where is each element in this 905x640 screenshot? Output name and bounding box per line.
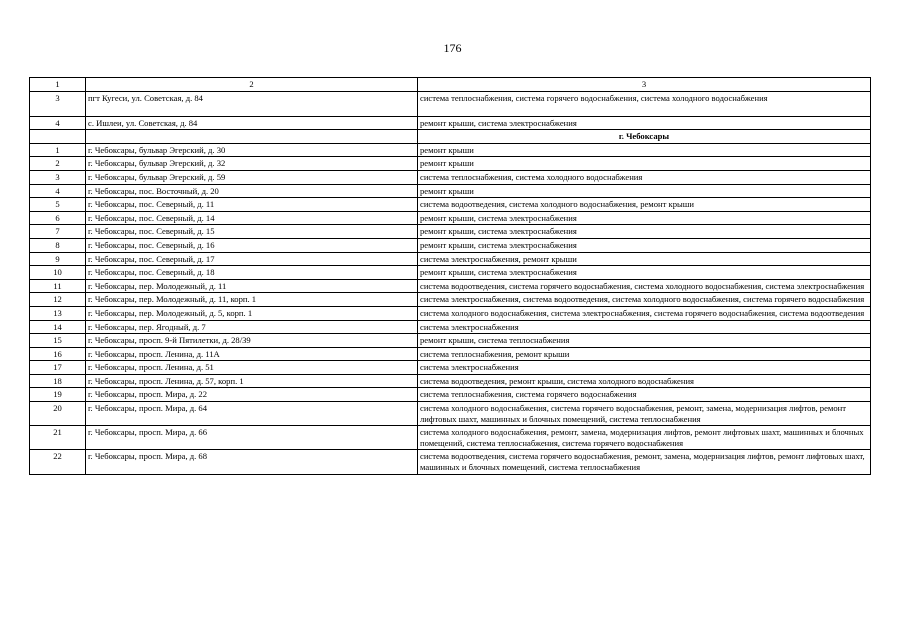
row-address: г. Чебоксары, просп. Мира, д. 66 xyxy=(86,426,418,450)
row-address: г. Чебоксары, просп. Ленина, д. 57, корп. 1 xyxy=(86,374,418,388)
header-row xyxy=(30,78,871,92)
row-address: с. Ишлеи, ул. Советская, д. 84 xyxy=(86,116,418,130)
row-works: ремонт крыши xyxy=(418,184,871,198)
header-col-2: 2 xyxy=(86,78,418,92)
row-number: 14 xyxy=(30,320,86,334)
row-works: система холодного водоснабжения, система горячего водоснабжения, ремонт, замена, модернизация лифтов, ремонт лифтовых шахт, машинных и блочных помещений, система теплоснабжения xyxy=(418,402,871,426)
table-row xyxy=(30,184,871,198)
row-number: 3 xyxy=(30,91,86,116)
header-col-3: 3 xyxy=(418,78,871,92)
table-row xyxy=(30,306,871,320)
table-row xyxy=(30,266,871,280)
row-address: г. Чебоксары, пос. Северный, д. 16 xyxy=(86,238,418,252)
row-number: 6 xyxy=(30,211,86,225)
row-number: 11 xyxy=(30,279,86,293)
page-number: 176 xyxy=(443,41,462,55)
table-row xyxy=(30,198,871,212)
row-number: 19 xyxy=(30,388,86,402)
table-row xyxy=(30,211,871,225)
row-address: г. Чебоксары, пос. Восточный, д. 20 xyxy=(86,184,418,198)
row-number: 3 xyxy=(30,170,86,184)
row-works: система теплоснабжения, система холодного водоснабжения xyxy=(418,170,871,184)
row-works: система электроснабжения xyxy=(418,361,871,375)
section-empty-cell xyxy=(30,130,86,144)
row-address: г. Чебоксары, пос. Северный, д. 18 xyxy=(86,266,418,280)
row-works: ремонт крыши, система электроснабжения xyxy=(418,211,871,225)
table-row xyxy=(30,361,871,375)
table-row xyxy=(30,450,871,474)
table-row xyxy=(30,157,871,171)
row-works: ремонт крыши, система электроснабжения xyxy=(418,238,871,252)
row-works: ремонт крыши, система электроснабжения xyxy=(418,266,871,280)
row-number: 1 xyxy=(30,143,86,157)
row-number: 4 xyxy=(30,184,86,198)
row-address: г. Чебоксары, бульвар Эгерский, д. 32 xyxy=(86,157,418,171)
table-row xyxy=(30,279,871,293)
row-works: система теплоснабжения, система горячего водоснабжения, система холодного водоснабжения xyxy=(418,91,871,116)
row-number: 17 xyxy=(30,361,86,375)
row-address: г. Чебоксары, просп. Мира, д. 68 xyxy=(86,450,418,474)
row-works: система электроснабжения, система водоотведения, система холодного водоснабжения, система горячего водоснабжения xyxy=(418,293,871,307)
row-works: ремонт крыши, система электроснабжения xyxy=(418,225,871,239)
row-address: г. Чебоксары, просп. Мира, д. 22 xyxy=(86,388,418,402)
row-number: 12 xyxy=(30,293,86,307)
row-number: 8 xyxy=(30,238,86,252)
row-works: система водоотведения, система холодного водоснабжения, ремонт крыши xyxy=(418,198,871,212)
row-works: система холодного водоснабжения, система электроснабжения, система горячего водоснабжения, система водоотведения xyxy=(418,306,871,320)
table-header xyxy=(30,78,871,92)
table-row xyxy=(30,116,871,130)
row-number: 22 xyxy=(30,450,86,474)
row-works: система электроснабжения xyxy=(418,320,871,334)
table-row xyxy=(30,334,871,348)
table-row xyxy=(30,388,871,402)
row-address: г. Чебоксары, бульвар Эгерский, д. 59 xyxy=(86,170,418,184)
row-address: г. Чебоксары, пос. Северный, д. 17 xyxy=(86,252,418,266)
registry-table xyxy=(29,77,871,475)
table-row xyxy=(30,252,871,266)
row-works: система теплоснабжения, система горячего водоснабжения xyxy=(418,388,871,402)
section-title: г. Чебоксары xyxy=(418,130,871,144)
table-row xyxy=(30,402,871,426)
row-address: г. Чебоксары, пер. Молодежный, д. 5, корп. 1 xyxy=(86,306,418,320)
row-works: система теплоснабжения, ремонт крыши xyxy=(418,347,871,361)
row-number: 18 xyxy=(30,374,86,388)
table-row xyxy=(30,374,871,388)
row-number: 5 xyxy=(30,198,86,212)
row-works: система водоотведения, система горячего водоснабжения, ремонт, замена, модернизация лифтов, ремонт лифтовых шахт, машинных и блочных помещений, система теплоснабжения xyxy=(418,450,871,474)
section-row xyxy=(30,130,871,144)
row-address: г. Чебоксары, пос. Северный, д. 15 xyxy=(86,225,418,239)
table-row xyxy=(30,91,871,116)
table-row xyxy=(30,238,871,252)
row-address: г. Чебоксары, пер. Молодежный, д. 11, корп. 1 xyxy=(86,293,418,307)
row-address: г. Чебоксары, просп. 9-й Пятилетки, д. 28/39 xyxy=(86,334,418,348)
row-address: г. Чебоксары, просп. Ленина, д. 51 xyxy=(86,361,418,375)
section-empty-cell xyxy=(86,130,418,144)
table-row xyxy=(30,170,871,184)
table-body xyxy=(30,91,871,474)
row-works: ремонт крыши xyxy=(418,157,871,171)
table-row xyxy=(30,293,871,307)
row-number: 13 xyxy=(30,306,86,320)
row-address: г. Чебоксары, просп. Мира, д. 64 xyxy=(86,402,418,426)
row-number: 9 xyxy=(30,252,86,266)
row-works: система водоотведения, ремонт крыши, система холодного водоснабжения xyxy=(418,374,871,388)
header-col-1: 1 xyxy=(30,78,86,92)
table-row xyxy=(30,320,871,334)
table-row xyxy=(30,347,871,361)
row-works: ремонт крыши, система электроснабжения xyxy=(418,116,871,130)
row-number: 10 xyxy=(30,266,86,280)
row-works: ремонт крыши xyxy=(418,143,871,157)
row-address: г. Чебоксары, пос. Северный, д. 14 xyxy=(86,211,418,225)
row-number: 15 xyxy=(30,334,86,348)
row-address: г. Чебоксары, бульвар Эгерский, д. 30 xyxy=(86,143,418,157)
row-number: 21 xyxy=(30,426,86,450)
row-address: г. Чебоксары, пер. Ягодный, д. 7 xyxy=(86,320,418,334)
row-works: система электроснабжения, ремонт крыши xyxy=(418,252,871,266)
table-row xyxy=(30,426,871,450)
row-works: система водоотведения, система горячего водоснабжения, система холодного водоснабжения, система электроснабжения xyxy=(418,279,871,293)
table-row xyxy=(30,143,871,157)
row-address: г. Чебоксары, просп. Ленина, д. 11А xyxy=(86,347,418,361)
row-number: 16 xyxy=(30,347,86,361)
row-address: г. Чебоксары, пер. Молодежный, д. 11 xyxy=(86,279,418,293)
row-number: 20 xyxy=(30,402,86,426)
row-address: пгт Кугеси, ул. Советская, д. 84 xyxy=(86,91,418,116)
row-works: ремонт крыши, система теплоснабжения xyxy=(418,334,871,348)
row-works: система холодного водоснабжения, ремонт, замена, модернизация лифтов, ремонт лифтовых шахт, машинных и блочных помещений, система теплоснабжения, система горячего водоснабжения xyxy=(418,426,871,450)
row-number: 4 xyxy=(30,116,86,130)
table-row xyxy=(30,225,871,239)
row-address: г. Чебоксары, пос. Северный, д. 11 xyxy=(86,198,418,212)
row-number: 2 xyxy=(30,157,86,171)
row-number: 7 xyxy=(30,225,86,239)
